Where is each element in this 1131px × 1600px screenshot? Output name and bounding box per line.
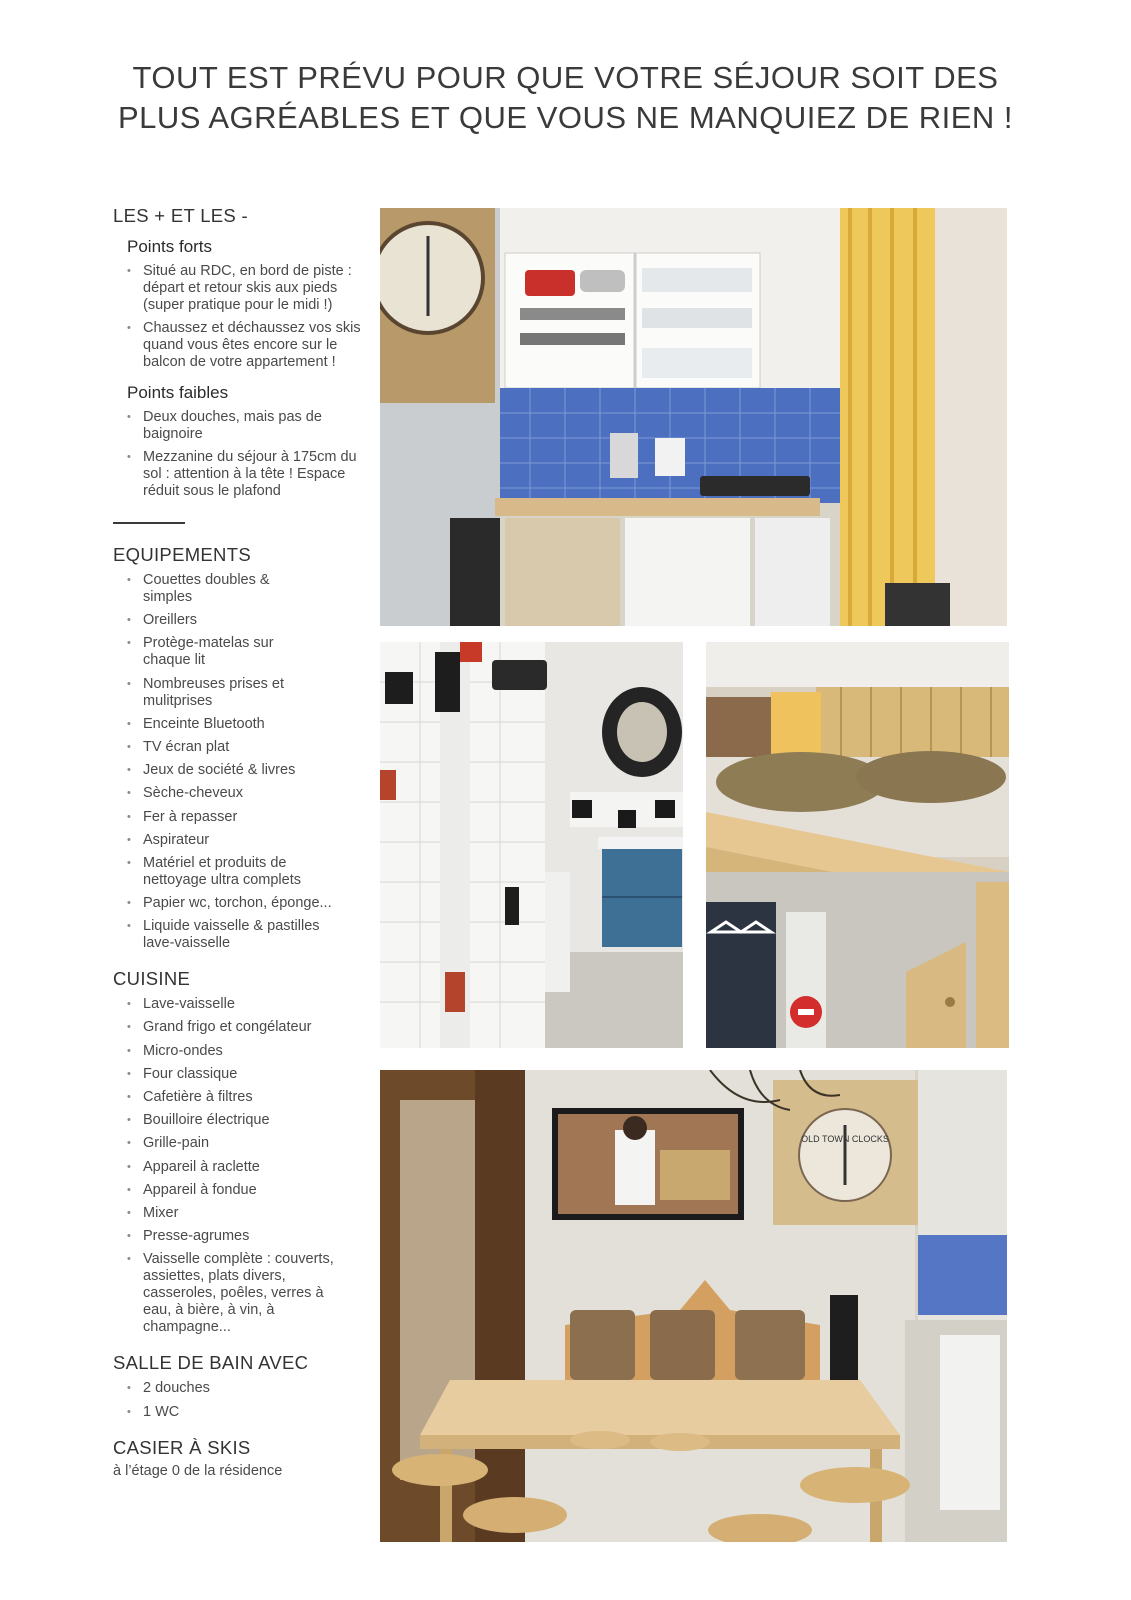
list-item: • Cafetière à filtres	[127, 1089, 375, 1106]
features-column	[113, 205, 375, 1479]
kitchen-list	[127, 996, 375, 1336]
headline-line-2: PLUS AGRÉABLES ET QUE VOUS NE MANQUIEZ DE RIEN !	[117, 100, 1014, 135]
list-item: • Couettes doubles & simples	[127, 572, 273, 606]
list-item: • Bouilloire électrique	[127, 1112, 375, 1129]
list-item: • Grille-pain	[127, 1135, 375, 1152]
photo-mezzanine	[706, 642, 1009, 1048]
list-item: • Aspirateur	[127, 832, 375, 849]
list-item: • Fer à repasser	[127, 809, 375, 826]
list-item: • Situé au RDC, en bord de piste : départ et retour skis aux pieds (super pratique pour le midi !)	[127, 263, 375, 314]
list-item: • Chaussez et déchaussez vos skis quand vous êtes encore sur le balcon de votre appartement !	[127, 320, 375, 371]
list-item: • Mixer	[127, 1205, 375, 1222]
list-item: • Papier wc, torchon, éponge...	[127, 895, 375, 912]
list-item: • TV écran plat	[127, 739, 375, 756]
section-divider	[113, 522, 185, 524]
list-item: • Micro-ondes	[127, 1043, 375, 1060]
list-item: • Sèche-cheveux	[127, 785, 375, 802]
list-item: • Appareil à fondue	[127, 1182, 375, 1199]
list-item: • Matériel et produits de nettoyage ultra complets	[127, 855, 333, 889]
list-item: • Grand frigo et congélateur	[127, 1019, 375, 1036]
list-item: • Vaisselle complète : couverts, assiettes, plats divers, casseroles, poêles, verres à eau, à bière, à vin, à champagne...	[127, 1251, 343, 1336]
list-item: • Protège-matelas sur chaque lit	[127, 635, 293, 669]
list-item: • Lave-vaisselle	[127, 996, 375, 1013]
list-item: • Mezzanine du séjour à 175cm du sol : attention à la tête ! Espace réduit sous le plafond	[127, 449, 375, 500]
bathroom-list	[127, 1380, 375, 1420]
list-item: • 2 douches	[127, 1380, 375, 1397]
photo-bathroom	[380, 642, 683, 1048]
list-item: • 1 WC	[127, 1404, 375, 1421]
strengths-list	[127, 263, 375, 371]
kitchen-title: CUISINE	[113, 968, 191, 990]
equipment-title: EQUIPEMENTS	[113, 544, 251, 565]
list-item: • Oreillers	[127, 612, 375, 629]
list-item: • Jeux de société & livres	[127, 762, 375, 779]
weaknesses-title: Points faibles	[127, 383, 229, 402]
list-item: • Presse-agrumes	[127, 1228, 375, 1245]
weaknesses-list	[127, 409, 375, 500]
pros-cons-title: LES + ET LES -	[113, 205, 248, 226]
clock-logo-text: OLD TOWN CLOCKS	[801, 1134, 889, 1144]
equipment-list	[127, 572, 375, 952]
photo-living-room	[380, 1070, 1007, 1542]
list-item: • Nombreuses prises et mulitprises	[127, 676, 313, 710]
list-item: • Liquide vaisselle & pastilles lave-vaisselle	[127, 918, 343, 952]
list-item: • Deux douches, mais pas de baignoire	[127, 409, 375, 443]
ski-locker-title: CASIER À SKIS	[113, 1436, 251, 1458]
page-headline	[0, 58, 1131, 138]
headline-line-1: TOUT EST PRÉVU POUR QUE VOTRE SÉJOUR SOIT DES	[132, 60, 999, 95]
bathroom-title: SALLE DE BAIN AVEC	[113, 1352, 309, 1374]
list-item: • Four classique	[127, 1066, 375, 1083]
list-item: • Appareil à raclette	[127, 1159, 375, 1176]
strengths-title: Points forts	[127, 237, 213, 256]
ski-locker-text: à l’étage 0 de la résidence	[113, 1462, 283, 1479]
photo-kitchen	[380, 208, 1007, 626]
list-item: • Enceinte Bluetooth	[127, 716, 375, 733]
